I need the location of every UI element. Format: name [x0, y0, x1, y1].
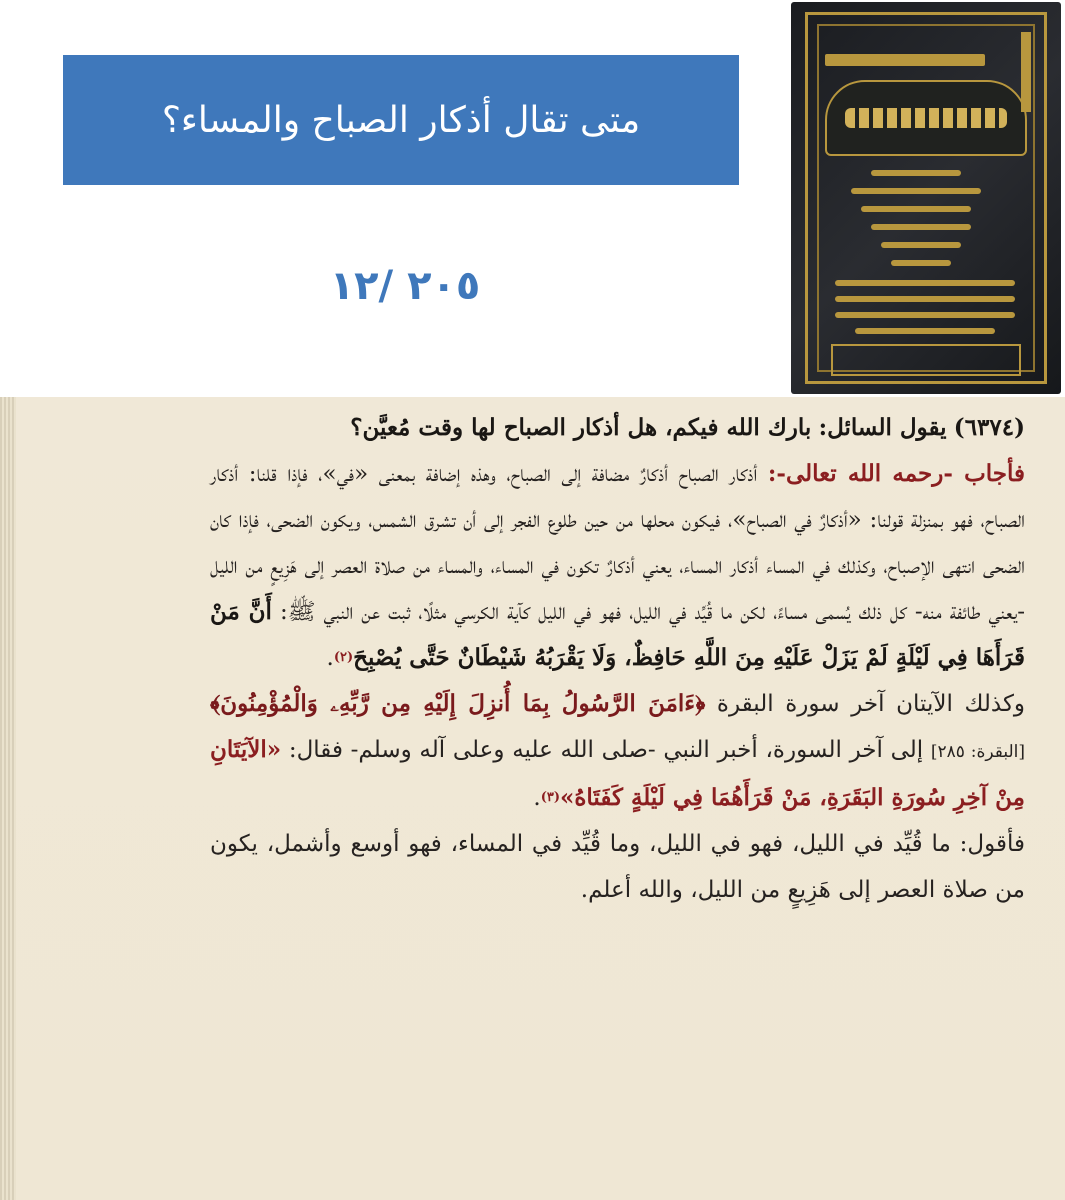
question-paragraph [210, 405, 1025, 451]
baqarah-intro: وكذلك الآيتان آخر سورة البقرة [716, 691, 1026, 717]
conclusion-text: فأقول: ما قُيِّد في الليل، فهو في الليل، وما قُيِّد في المساء، فهو أوسع وأشمل، يكون من صلاة العصر إلى هَزِيعٍ من الليل، والله أعلم. [210, 831, 1025, 903]
questioner-label: يقول السائل: [818, 414, 947, 441]
hadith-ayat-al-kursi: أَنَّ مَنْ قَرَأَهَا فِي لَيْلَةٍ لَمْ يَزَلْ عَلَيْهِ مِنَ اللَّهِ حَافِظٌ، وَلَا يَقْرَبُهُ شَيْطَانٌ حَتَّى يُصْبِحَ [210, 598, 1025, 671]
footnote-2: (٢) [333, 650, 354, 665]
quran-verse: ﴿ءَامَنَ الرَّسُولُ بِمَا أُنزِلَ إِلَيْهِ مِن رَّبِّهِۦ وَالْمُؤْمِنُونَ﴾ [210, 690, 706, 717]
verse-reference: [البقرة: ٢٨٥] [930, 742, 1026, 762]
question-number: (٦٣٧٤) [953, 414, 1025, 441]
hadith-baqarah: «الآيَتَانِ مِنْ آخِرِ سُورَةِ البَقَرَةِ، مَنْ قَرَأَهُمَا فِي لَيْلَةٍ كَفَتَاهُ» [210, 736, 1025, 811]
answer-text: أذكار الصباح أذكارٌ مضافة إلى الصباح، وهذه إضافة بمعنى «في»، فإذا قلنا: أذكار الصباح، فهو بمنزلة قولنا: «أذكارٌ في الصباح»، فيكون محلها من حين طلوع الفجر إلى أن تشرق الشمس، ويكون الضحى، فإذا كان الضحى انتهى الإصباح، وكذلك في المساء أذكار المساء، يعني أذكارٌ تكون في المساء، والمساء من صلاة العصر إلى هَزِيعٍ من الليل -يعني طائفة منه- كل ذلك يُسمى مساءً، لكن ما قُيِّد في الليل، فهو في الليل كآية الكرسي مثلًا، ثبت عن النبي ﷺ: [210, 461, 1025, 625]
baqarah-text: إلى آخر السورة، أخبر النبي -صلى الله عليه وعلى آله وسلم- فقال: [288, 737, 924, 763]
question-text: بارك الله فيكم، هل أذكار الصباح لها وقت مُعيَّن؟ [350, 414, 812, 441]
conclusion-paragraph [210, 821, 1025, 913]
volume-page-reference: ٢٠٥ /١٢ [329, 263, 481, 309]
book-cover-title [825, 80, 1027, 156]
banner-title: متى تقال أذكار الصباح والمساء؟ [161, 99, 641, 141]
answer-label: فأجاب -رحمه الله تعالى-: [767, 460, 1026, 487]
title-banner [63, 55, 739, 185]
fatwa-text [210, 405, 1025, 913]
baqarah-paragraph: وكذلك الآيتان آخر سورة البقرة ﴿ءَامَنَ الرَّسُولُ بِمَا أُنزِلَ إِلَيْهِ مِن رَّبِّهِۦ وَالْمُؤْمِنُونَ﴾ [البقرة: ٢٨٥] إلى آخر السورة، أخبر النبي -صلى الله عليه وعلى آله وسلم- فقال: «الآيَتَانِ مِنْ آخِرِ سُورَةِ البَقَرَةِ، مَنْ قَرَأَهُمَا فِي لَيْلَةٍ كَفَتَاهُ»$^{(٣)}$. [210, 690, 1026, 811]
book-cover-image [787, 0, 1065, 397]
answer-paragraph: فأجاب -رحمه الله تعالى-: أذكار الصباح أذكارٌ مضافة إلى الصباح، وهذه إضافة بمعنى «في»، فإذا قلنا: أذكار الصباح، فهو بمنزلة قولنا: «أذكارٌ في الصباح»، فيكون محلها من حين طلوع الفجر إلى أن تشرق الشمس، ويكون الضحى، فإذا كان الضحى انتهى الإصباح، وكذلك في المساء أذكار المساء، يعني أذكارٌ تكون في المساء، والمساء من صلاة العصر إلى هَزِيعٍ من الليل -يعني طائفة منه- كل ذلك يُسمى مساءً، لكن ما قُيِّد في الليل، فهو في الليل كآية الكرسي مثلًا، ثبت عن النبي ﷺ: أَنَّ مَنْ قَرَأَهَا فِي لَيْلَةٍ لَمْ يَزَلْ عَلَيْهِ مِنَ اللَّهِ حَافِظٌ، وَلَا يَقْرَبُهُ شَيْطَانٌ حَتَّى يُصْبِحَ$^{(٢)}$. [210, 460, 1026, 671]
footnote-3: (٣) [540, 790, 560, 805]
